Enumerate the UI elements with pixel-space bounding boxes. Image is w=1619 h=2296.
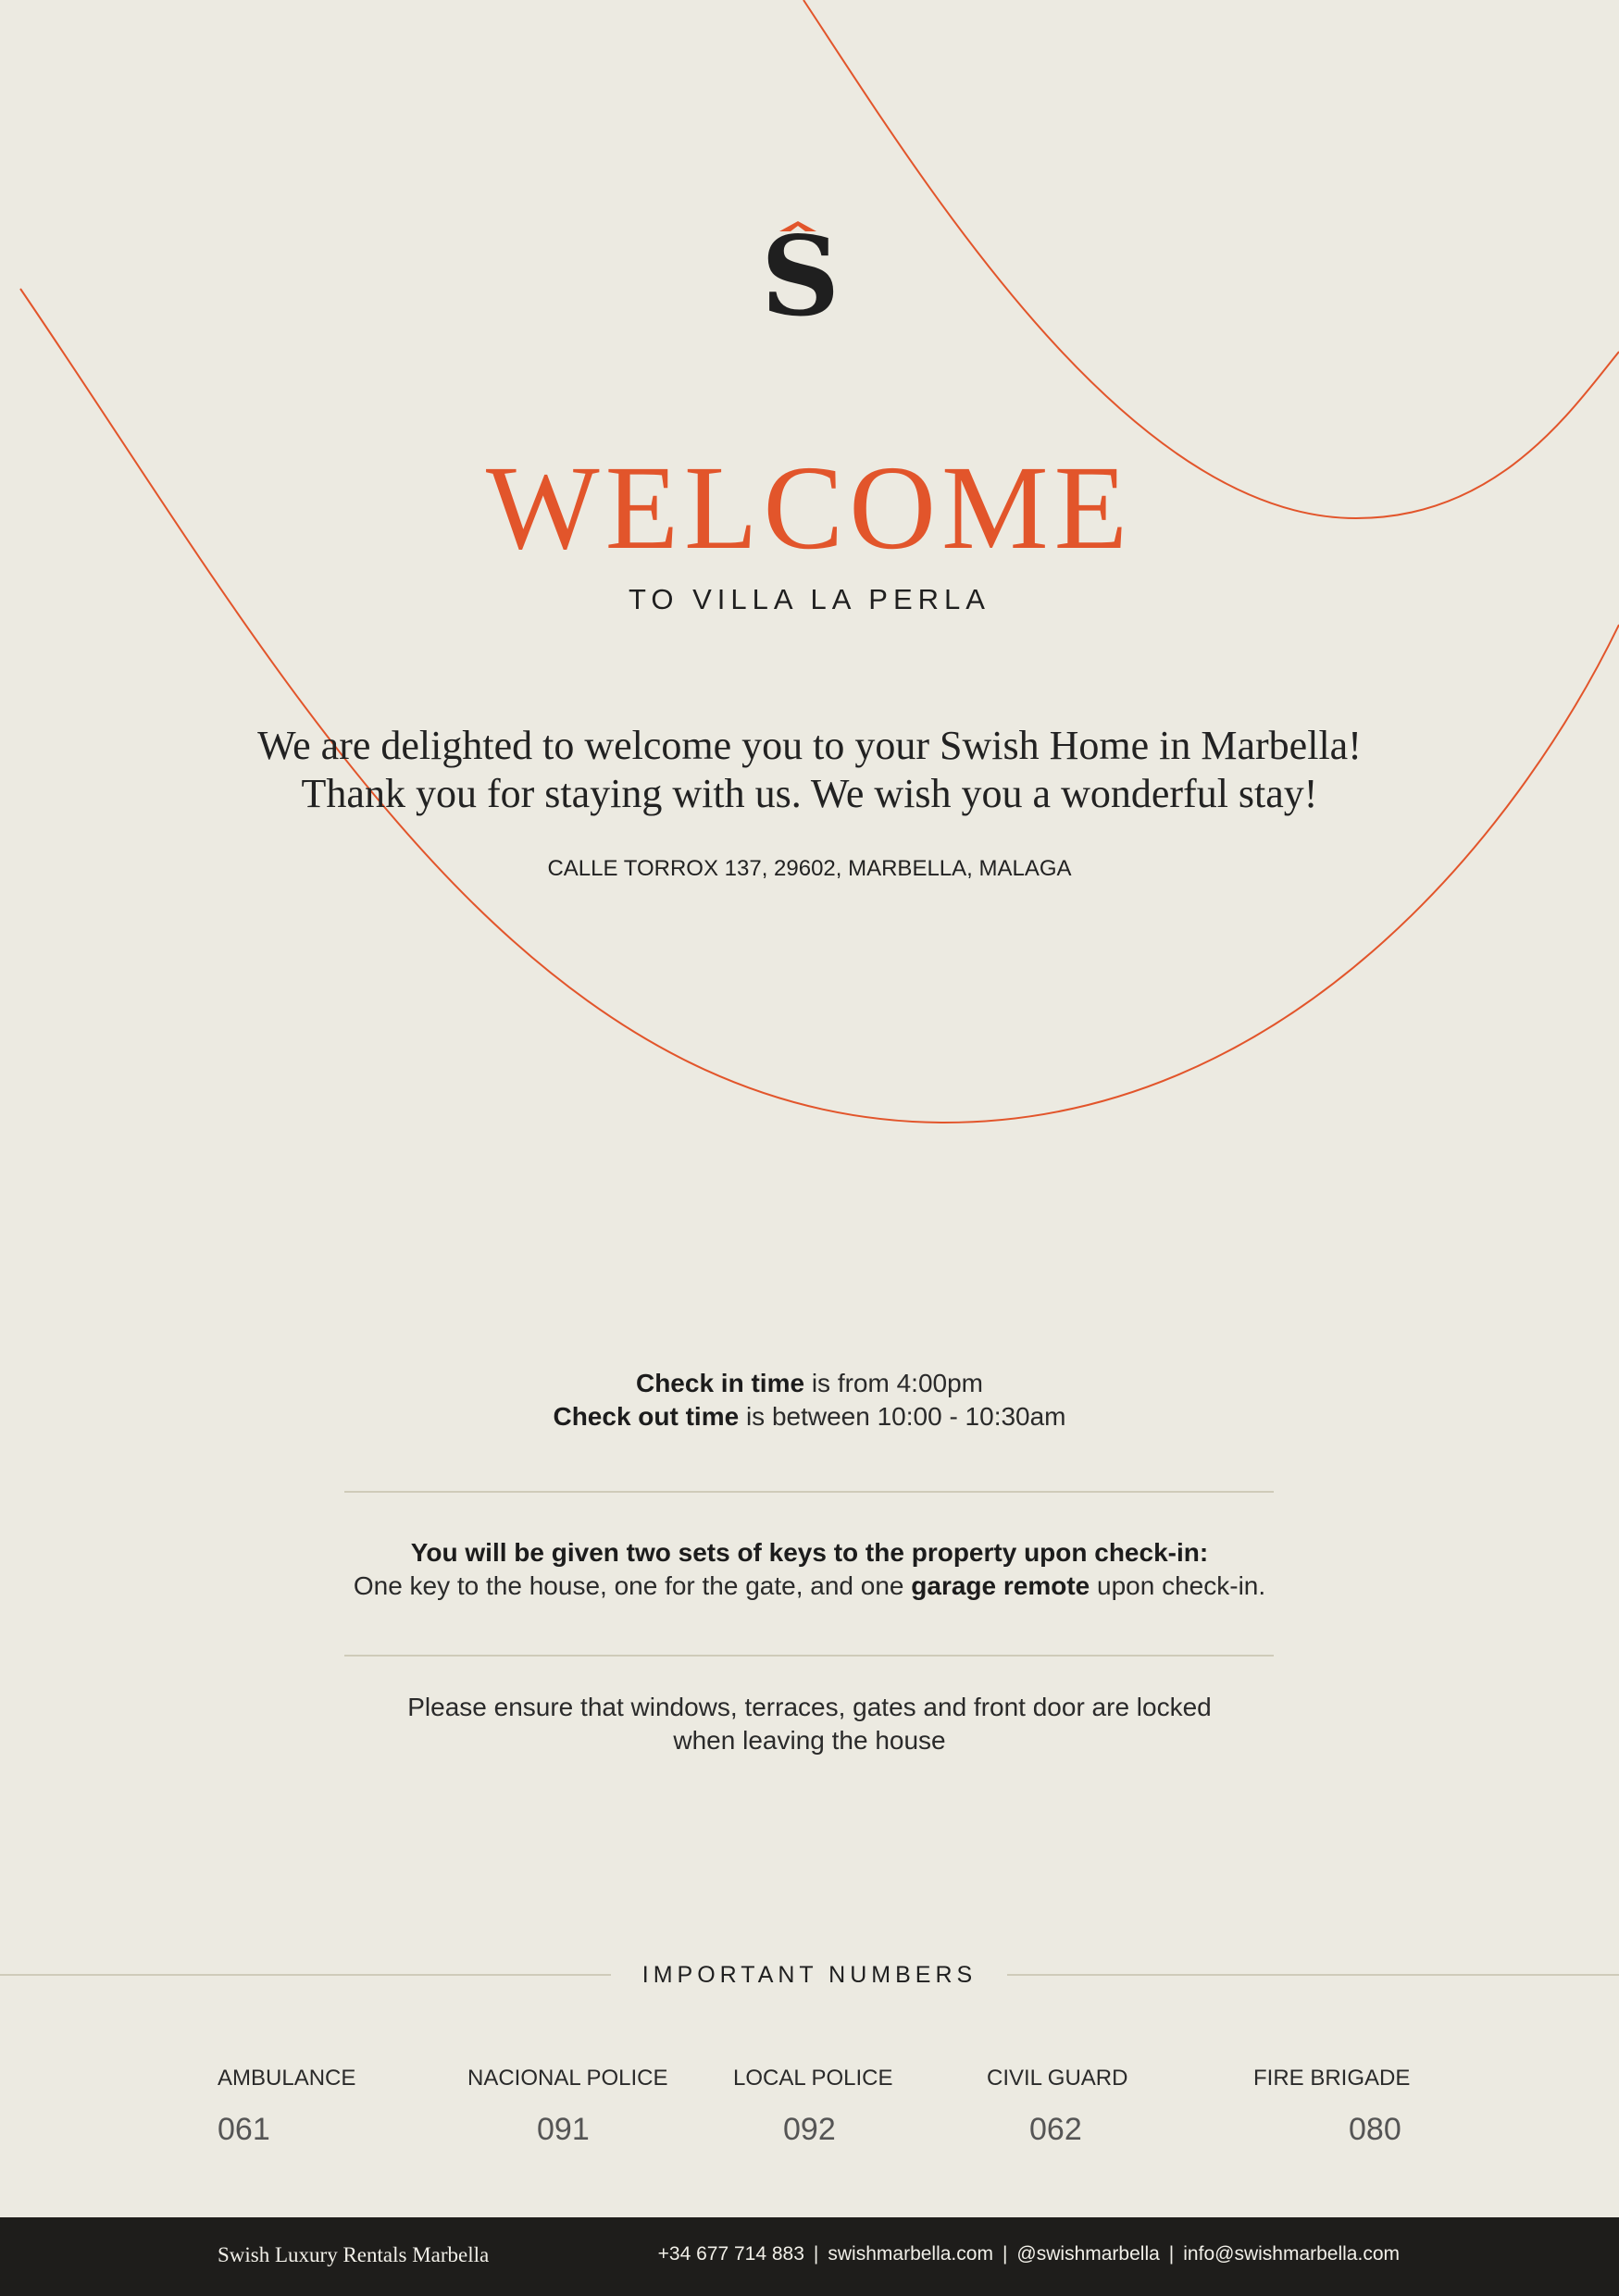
brand-logo: [761, 212, 841, 341]
divider: [1007, 1974, 1619, 1976]
footer-contacts: +34 677 714 883 | swishmarbella.com | @swishmarbella | info@swishmarbella.com: [657, 2243, 1400, 2265]
checkin-text: is from 4:00pm: [804, 1369, 983, 1397]
civil-guard-label: CIVIL GUARD: [987, 2066, 1128, 2091]
nacional-police-number: 091: [537, 2112, 590, 2147]
footer-social[interactable]: @swishmarbella: [1016, 2243, 1160, 2265]
checkin-line: [0, 1367, 1619, 1400]
lower-curve-line: [20, 289, 1619, 1123]
intro-message: [0, 722, 1619, 818]
fire-brigade-number: 080: [1349, 2112, 1401, 2147]
footer-email[interactable]: info@swishmarbella.com: [1183, 2243, 1400, 2265]
keys-heading: You will be given two sets of keys to the property upon check-in:: [410, 1538, 1209, 1567]
checkout-line: [0, 1400, 1619, 1433]
checkin-label: Check in time: [635, 1369, 805, 1397]
checkout-text: is between 10:00 - 10:30am: [739, 1402, 1066, 1431]
checkout-label: Check out time: [553, 1402, 740, 1431]
welcome-title: WELCOME: [485, 441, 1134, 575]
upper-curve-line: [803, 0, 1619, 518]
fire-brigade-label: FIRE BRIGADE: [1253, 2066, 1411, 2091]
local-police-label: LOCAL POLICE: [733, 2066, 893, 2091]
logo-letter: S: [761, 212, 841, 341]
civil-guard-number: 062: [1029, 2112, 1082, 2147]
keys-line: One key to the house, one for the gate, and one garage remote upon check-in.: [353, 1571, 1266, 1600]
important-numbers-title: IMPORTANT NUMBERS: [641, 1962, 978, 1988]
reminder-line-2: when leaving the house: [673, 1726, 946, 1755]
property-address: CALLE TORROX 137, 29602, MARBELLA, MALAGA: [547, 856, 1072, 881]
ambulance-label: AMBULANCE: [218, 2066, 356, 2091]
garage-remote-label: garage remote: [911, 1571, 1090, 1600]
nacional-police-label: NACIONAL POLICE: [467, 2066, 668, 2091]
intro-line-1: We are delighted to welcome you to your Swish Home in Marbella!: [257, 723, 1362, 768]
footer-website[interactable]: swishmarbella.com: [828, 2243, 993, 2265]
footer-phone[interactable]: +34 677 714 883: [657, 2243, 804, 2265]
divider: [344, 1655, 1274, 1657]
villa-subtitle: TO VILLA LA PERLA: [629, 583, 990, 615]
local-police-number: 092: [783, 2112, 836, 2147]
ambulance-number: 061: [218, 2112, 270, 2147]
intro-line-2: Thank you for staying with us. We wish you a wonderful stay!: [301, 771, 1318, 816]
footer-company: Swish Luxury Rentals Marbella: [218, 2243, 490, 2266]
lock-reminder: [0, 1691, 1619, 1757]
stay-times: [0, 1367, 1619, 1433]
footer-bar: [0, 2217, 1619, 2296]
reminder-line-1: Please ensure that windows, terraces, gates and front door are locked: [407, 1693, 1212, 1721]
divider: [344, 1491, 1274, 1493]
keys-info: [0, 1536, 1619, 1603]
